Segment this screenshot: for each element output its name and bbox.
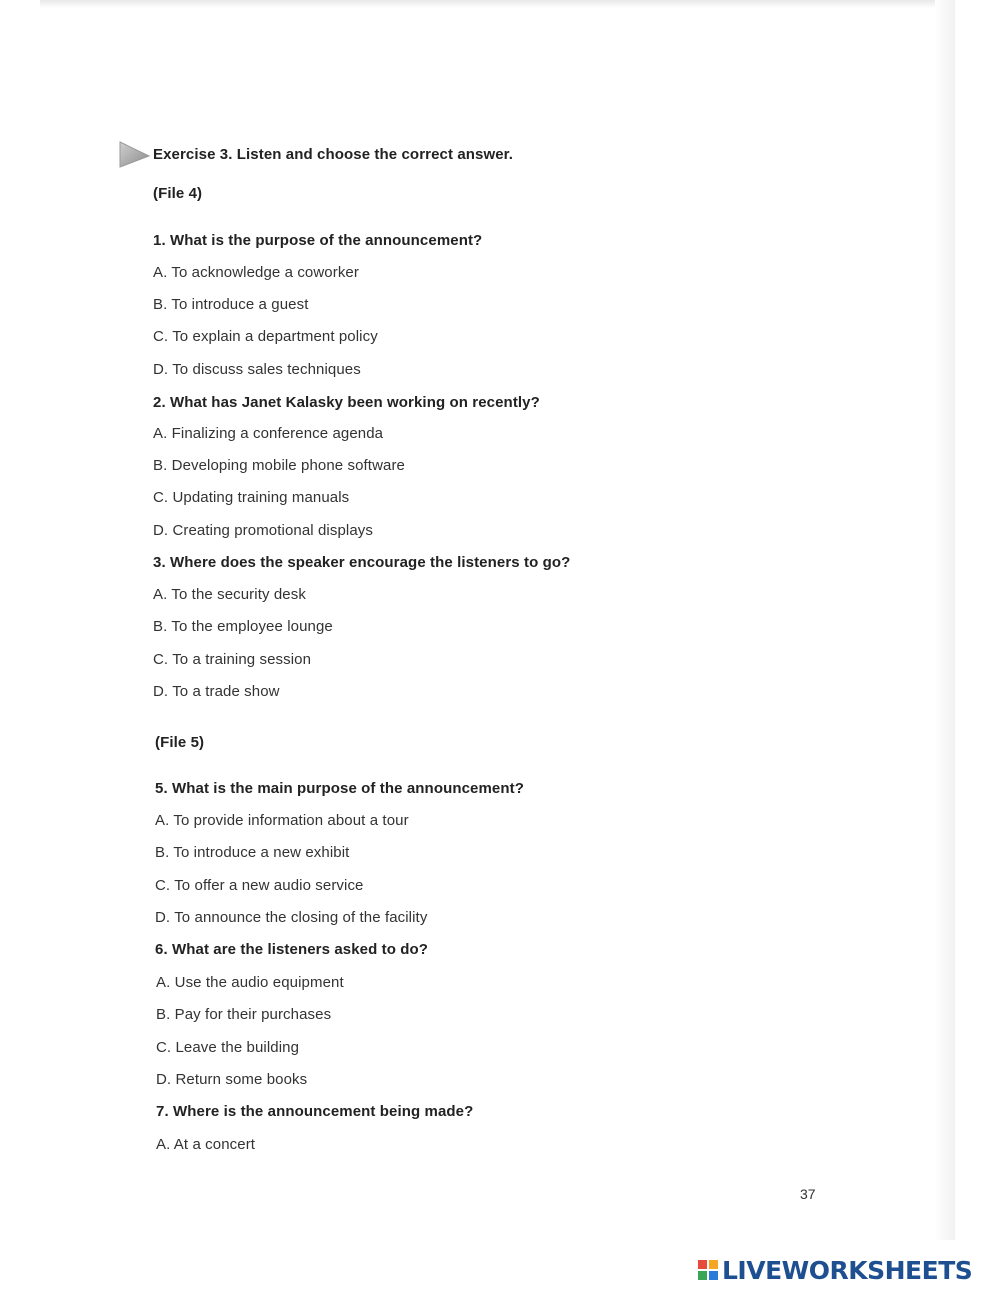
answer-option[interactable]: C. Leave the building [156, 1039, 300, 1056]
question-text: 5. What is the main purpose of the announcement? [155, 780, 524, 797]
file-label: (File 5) [155, 734, 205, 751]
answer-option[interactable]: B. To introduce a guest [153, 296, 309, 313]
answer-option[interactable]: C. To explain a department policy [153, 328, 378, 345]
answer-option[interactable]: D. To a trade show [153, 683, 280, 700]
question-text: 2. What has Janet Kalasky been working on recently? [153, 394, 540, 411]
file-label: (File 4) [153, 185, 203, 202]
page-number: 37 [800, 1186, 816, 1202]
answer-option[interactable]: D. Creating promotional displays [153, 522, 373, 539]
answer-option[interactable]: D. To announce the closing of the facility [155, 909, 428, 926]
answer-option[interactable]: B. To the employee lounge [153, 618, 333, 635]
answer-option[interactable]: A. Finalizing a conference agenda [153, 425, 384, 442]
question-text: 1. What is the purpose of the announcement? [153, 232, 483, 249]
play-triangle-icon [118, 140, 150, 168]
exercise-title: Exercise 3. Listen and choose the correct answer. [153, 146, 514, 163]
question-text: 3. Where does the speaker encourage the listeners to go? [153, 554, 571, 571]
answer-option[interactable]: B. To introduce a new exhibit [155, 844, 350, 861]
answer-option[interactable]: A. At a concert [156, 1136, 256, 1153]
answer-option[interactable]: D. To discuss sales techniques [153, 361, 361, 378]
answer-option[interactable]: A. Use the audio equipment [156, 974, 344, 991]
answer-option[interactable]: A. To the security desk [153, 586, 306, 603]
liveworksheets-logo-icon [697, 1259, 719, 1281]
answer-option[interactable]: C. Updating training manuals [153, 489, 350, 506]
answer-option[interactable]: B. Developing mobile phone software [153, 457, 405, 474]
question-text: 7. Where is the announcement being made? [156, 1103, 474, 1120]
answer-option[interactable]: D. Return some books [156, 1071, 308, 1088]
brand-name: LIVEWORKSHEETS [722, 1255, 973, 1285]
answer-option[interactable]: C. To a training session [153, 651, 312, 668]
answer-option[interactable]: A. To provide information about a tour [155, 812, 409, 829]
question-text: 6. What are the listeners asked to do? [155, 941, 429, 958]
answer-option[interactable]: C. To offer a new audio service [155, 877, 364, 894]
liveworksheets-brand[interactable] [697, 1256, 972, 1284]
answer-option[interactable]: B. Pay for their purchases [156, 1006, 332, 1023]
answer-option[interactable]: A. To acknowledge a coworker [153, 264, 359, 281]
